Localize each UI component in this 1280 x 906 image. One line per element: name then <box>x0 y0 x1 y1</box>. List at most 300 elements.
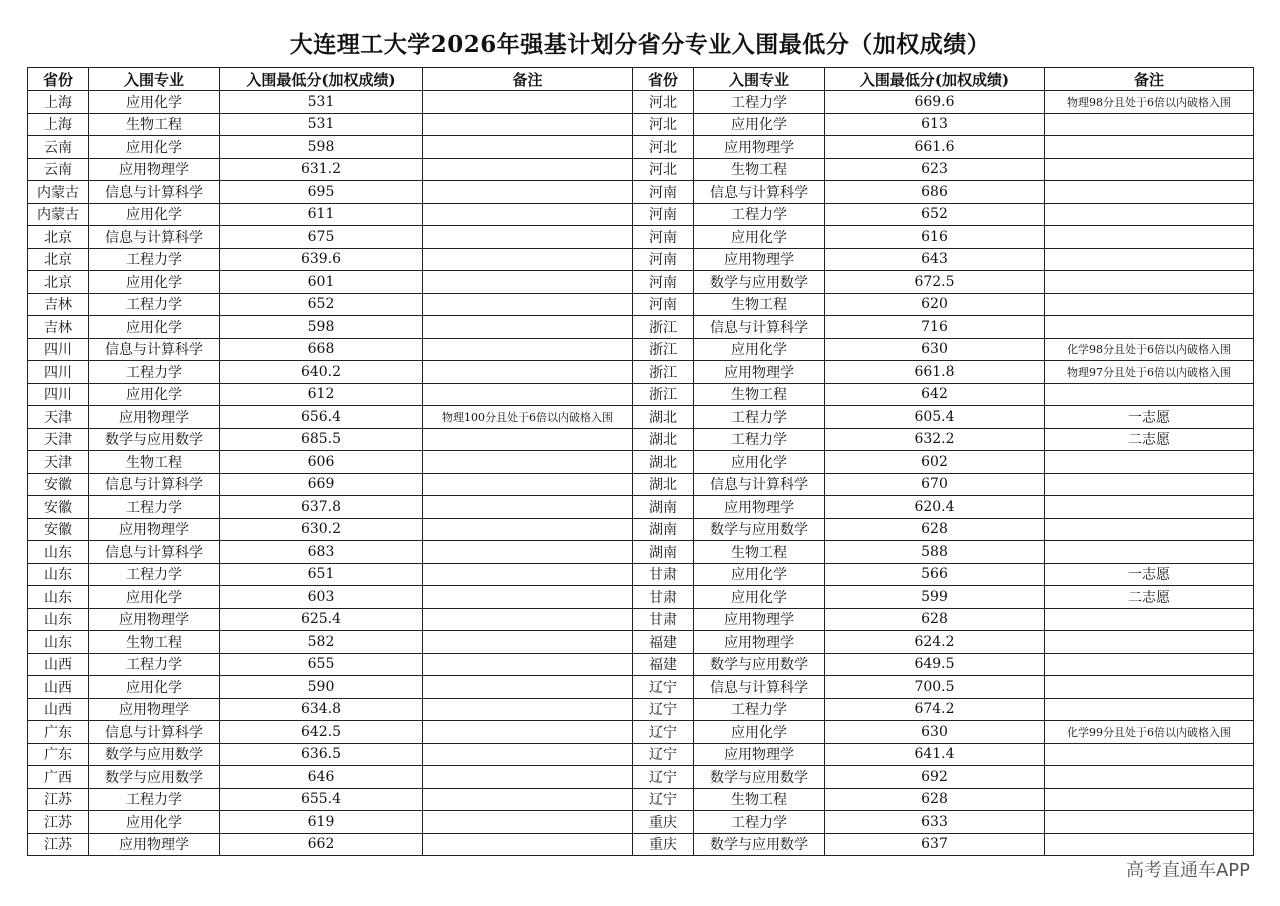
cell-province: 重庆 <box>633 833 694 856</box>
cell-score: 652 <box>825 203 1045 226</box>
cell-major: 应用化学 <box>694 113 825 136</box>
cell-major: 应用物理学 <box>694 248 825 271</box>
cell-major: 信息与计算科学 <box>89 338 220 361</box>
cell-score: 598 <box>220 316 423 339</box>
cell-province: 安徽 <box>28 473 89 496</box>
cell-note <box>423 338 633 361</box>
cell-note <box>423 361 633 384</box>
cell-note <box>423 113 633 136</box>
cell-score: 683 <box>220 541 423 564</box>
cell-score: 628 <box>825 788 1045 811</box>
cell-score: 669.6 <box>825 91 1045 114</box>
cell-province: 江苏 <box>28 833 89 856</box>
table-body <box>28 91 1254 856</box>
cell-province: 河南 <box>633 181 694 204</box>
cell-score: 611 <box>220 203 423 226</box>
cell-score: 639.6 <box>220 248 423 271</box>
cell-note <box>1045 631 1254 654</box>
cell-note <box>423 833 633 856</box>
cell-note <box>1045 608 1254 631</box>
cell-province: 甘肃 <box>633 563 694 586</box>
cell-province: 安徽 <box>28 496 89 519</box>
cell-province: 江苏 <box>28 811 89 834</box>
cell-note <box>1045 113 1254 136</box>
cell-province: 北京 <box>28 271 89 294</box>
cell-major: 应用物理学 <box>694 361 825 384</box>
cell-score: 716 <box>825 316 1045 339</box>
cell-province: 湖南 <box>633 541 694 564</box>
cell-major: 应用化学 <box>694 226 825 249</box>
table-row <box>28 563 1254 586</box>
cell-province: 四川 <box>28 383 89 406</box>
cell-score: 652 <box>220 293 423 316</box>
cell-province: 北京 <box>28 226 89 249</box>
cell-score: 605.4 <box>825 406 1045 429</box>
cell-major: 生物工程 <box>694 158 825 181</box>
cell-major: 应用物理学 <box>89 158 220 181</box>
cell-province: 山西 <box>28 676 89 699</box>
cell-province: 北京 <box>28 248 89 271</box>
cell-province: 云南 <box>28 136 89 159</box>
cell-score: 674.2 <box>825 698 1045 721</box>
cell-province: 辽宁 <box>633 721 694 744</box>
cell-note <box>1045 271 1254 294</box>
cell-note <box>1045 473 1254 496</box>
cell-major: 数学与应用数学 <box>694 833 825 856</box>
cell-note <box>1045 451 1254 474</box>
cell-note <box>1045 788 1254 811</box>
table-header <box>28 68 1254 91</box>
cell-note <box>423 811 633 834</box>
cell-province: 广东 <box>28 743 89 766</box>
cell-province: 河南 <box>633 203 694 226</box>
cell-note: 物理100分且处于6倍以内破格入围 <box>423 406 633 429</box>
cell-score: 669 <box>220 473 423 496</box>
cell-major: 数学与应用数学 <box>694 766 825 789</box>
cell-province: 福建 <box>633 653 694 676</box>
cell-note <box>1045 833 1254 856</box>
cell-province: 浙江 <box>633 383 694 406</box>
cell-major: 数学与应用数学 <box>89 766 220 789</box>
cell-major: 工程力学 <box>694 811 825 834</box>
cell-major: 工程力学 <box>89 788 220 811</box>
cell-province: 河北 <box>633 158 694 181</box>
cell-major: 应用化学 <box>694 586 825 609</box>
cell-score: 637.8 <box>220 496 423 519</box>
cell-province: 江苏 <box>28 788 89 811</box>
cell-score: 630 <box>825 721 1045 744</box>
cell-major: 生物工程 <box>694 788 825 811</box>
cell-major: 工程力学 <box>89 293 220 316</box>
cell-province: 河北 <box>633 113 694 136</box>
cell-note: 化学98分且处于6倍以内破格入围 <box>1045 338 1254 361</box>
cell-province: 甘肃 <box>633 586 694 609</box>
cell-score: 640.2 <box>220 361 423 384</box>
cell-score: 675 <box>220 226 423 249</box>
cell-note: 二志愿 <box>1045 428 1254 451</box>
table-row <box>28 631 1254 654</box>
cell-score: 632.2 <box>825 428 1045 451</box>
table-row <box>28 383 1254 406</box>
cell-major: 应用物理学 <box>694 631 825 654</box>
cell-major: 应用化学 <box>694 563 825 586</box>
cell-major: 应用化学 <box>89 136 220 159</box>
table-row <box>28 113 1254 136</box>
cell-province: 上海 <box>28 113 89 136</box>
cell-province: 浙江 <box>633 338 694 361</box>
cell-note <box>1045 811 1254 834</box>
cell-province: 河南 <box>633 293 694 316</box>
cell-note <box>423 226 633 249</box>
page-title: 大连理工大学2026年强基计划分省分专业入围最低分（加权成绩） <box>289 31 991 58</box>
cell-score: 628 <box>825 608 1045 631</box>
cell-province: 四川 <box>28 338 89 361</box>
cell-province: 广西 <box>28 766 89 789</box>
cell-score: 631.2 <box>220 158 423 181</box>
cell-score: 531 <box>220 91 423 114</box>
cell-province: 天津 <box>28 406 89 429</box>
cell-score: 646 <box>220 766 423 789</box>
cell-note <box>423 563 633 586</box>
header-note: 备注 <box>423 68 633 91</box>
cell-score: 620 <box>825 293 1045 316</box>
cell-province: 辽宁 <box>633 698 694 721</box>
table-row <box>28 271 1254 294</box>
cell-province: 辽宁 <box>633 743 694 766</box>
table-row <box>28 293 1254 316</box>
cell-score: 582 <box>220 631 423 654</box>
table-row <box>28 338 1254 361</box>
cell-province: 内蒙古 <box>28 203 89 226</box>
cell-province: 河北 <box>633 91 694 114</box>
cell-note <box>1045 226 1254 249</box>
cell-score: 662 <box>220 833 423 856</box>
header-score: 入围最低分(加权成绩) <box>825 68 1045 91</box>
cell-major: 工程力学 <box>694 428 825 451</box>
header-province: 省份 <box>28 68 89 91</box>
cell-score: 606 <box>220 451 423 474</box>
cell-major: 应用化学 <box>694 338 825 361</box>
table-row <box>28 676 1254 699</box>
cell-province: 内蒙古 <box>28 181 89 204</box>
cell-major: 工程力学 <box>89 653 220 676</box>
cell-major: 应用物理学 <box>694 136 825 159</box>
cell-score: 670 <box>825 473 1045 496</box>
cell-score: 623 <box>825 158 1045 181</box>
cell-province: 吉林 <box>28 316 89 339</box>
table-row <box>28 586 1254 609</box>
cell-major: 工程力学 <box>89 563 220 586</box>
cell-major: 应用化学 <box>694 721 825 744</box>
table-row <box>28 541 1254 564</box>
cell-score: 628 <box>825 518 1045 541</box>
cell-note <box>423 496 633 519</box>
cell-province: 上海 <box>28 91 89 114</box>
cell-score: 642 <box>825 383 1045 406</box>
table-row <box>28 608 1254 631</box>
cell-note <box>1045 496 1254 519</box>
watermark: 高考直通车APP <box>1125 860 1250 881</box>
cell-major: 应用化学 <box>89 586 220 609</box>
cell-note <box>1045 518 1254 541</box>
cell-province: 山西 <box>28 698 89 721</box>
cell-score: 685.5 <box>220 428 423 451</box>
cell-score: 695 <box>220 181 423 204</box>
table-row <box>28 451 1254 474</box>
cell-score: 656.4 <box>220 406 423 429</box>
cell-major: 信息与计算科学 <box>89 181 220 204</box>
cell-score: 599 <box>825 586 1045 609</box>
cell-major: 数学与应用数学 <box>694 653 825 676</box>
cell-major: 应用物理学 <box>89 406 220 429</box>
cell-major: 工程力学 <box>694 698 825 721</box>
cell-major: 数学与应用数学 <box>89 428 220 451</box>
table-row <box>28 361 1254 384</box>
cell-score: 692 <box>825 766 1045 789</box>
cell-note <box>1045 248 1254 271</box>
cell-major: 应用化学 <box>89 383 220 406</box>
header-province: 省份 <box>633 68 694 91</box>
cell-note <box>423 653 633 676</box>
cell-province: 浙江 <box>633 316 694 339</box>
cell-major: 生物工程 <box>694 383 825 406</box>
cell-province: 河南 <box>633 248 694 271</box>
table-row <box>28 181 1254 204</box>
cell-major: 信息与计算科学 <box>89 541 220 564</box>
cell-score: 620.4 <box>825 496 1045 519</box>
cell-major: 应用化学 <box>89 316 220 339</box>
cell-score: 642.5 <box>220 721 423 744</box>
cell-major: 应用化学 <box>89 271 220 294</box>
cell-major: 应用化学 <box>89 91 220 114</box>
cell-note <box>423 248 633 271</box>
cell-major: 应用化学 <box>89 811 220 834</box>
cell-province: 湖北 <box>633 428 694 451</box>
cell-score: 624.2 <box>825 631 1045 654</box>
cell-score: 619 <box>220 811 423 834</box>
cell-major: 生物工程 <box>694 293 825 316</box>
cell-province: 辽宁 <box>633 788 694 811</box>
cell-note <box>1045 541 1254 564</box>
cell-note <box>1045 653 1254 676</box>
cell-score: 661.6 <box>825 136 1045 159</box>
cell-major: 应用物理学 <box>89 518 220 541</box>
header-major: 入围专业 <box>89 68 220 91</box>
cell-province: 浙江 <box>633 361 694 384</box>
cell-score: 672.5 <box>825 271 1045 294</box>
cell-score: 641.4 <box>825 743 1045 766</box>
cell-score: 590 <box>220 676 423 699</box>
table-row <box>28 518 1254 541</box>
table-row <box>28 833 1254 856</box>
cell-province: 湖北 <box>633 406 694 429</box>
cell-major: 工程力学 <box>89 496 220 519</box>
cell-score: 612 <box>220 383 423 406</box>
cell-major: 数学与应用数学 <box>89 743 220 766</box>
cell-note <box>423 271 633 294</box>
cell-score: 649.5 <box>825 653 1045 676</box>
cell-major: 信息与计算科学 <box>694 473 825 496</box>
cell-province: 湖北 <box>633 473 694 496</box>
cell-score: 700.5 <box>825 676 1045 699</box>
cell-score: 630.2 <box>220 518 423 541</box>
cell-province: 河南 <box>633 271 694 294</box>
cell-note <box>423 383 633 406</box>
cell-major: 信息与计算科学 <box>694 316 825 339</box>
header-major: 入围专业 <box>694 68 825 91</box>
cell-major: 生物工程 <box>694 541 825 564</box>
table-row <box>28 406 1254 429</box>
cell-major: 应用物理学 <box>694 608 825 631</box>
cell-note <box>1045 181 1254 204</box>
cell-score: 588 <box>825 541 1045 564</box>
cell-major: 工程力学 <box>89 361 220 384</box>
cell-note <box>423 203 633 226</box>
cell-province: 四川 <box>28 361 89 384</box>
table-row <box>28 316 1254 339</box>
cell-score: 661.8 <box>825 361 1045 384</box>
cell-note <box>1045 293 1254 316</box>
cell-province: 河北 <box>633 136 694 159</box>
score-table <box>27 67 1254 856</box>
cell-major: 应用物理学 <box>89 833 220 856</box>
cell-note <box>1045 676 1254 699</box>
cell-score: 616 <box>825 226 1045 249</box>
cell-major: 信息与计算科学 <box>89 473 220 496</box>
cell-score: 668 <box>220 338 423 361</box>
cell-note <box>423 316 633 339</box>
cell-note <box>423 428 633 451</box>
cell-major: 信息与计算科学 <box>89 721 220 744</box>
cell-major: 数学与应用数学 <box>694 518 825 541</box>
table-row <box>28 496 1254 519</box>
cell-note <box>423 136 633 159</box>
cell-note <box>1045 383 1254 406</box>
cell-major: 信息与计算科学 <box>89 226 220 249</box>
cell-province: 甘肃 <box>633 608 694 631</box>
cell-score: 601 <box>220 271 423 294</box>
cell-note <box>423 788 633 811</box>
cell-major: 工程力学 <box>694 91 825 114</box>
cell-score: 613 <box>825 113 1045 136</box>
cell-note <box>423 293 633 316</box>
cell-note <box>423 473 633 496</box>
cell-note <box>1045 136 1254 159</box>
cell-score: 633 <box>825 811 1045 834</box>
cell-province: 重庆 <box>633 811 694 834</box>
cell-note <box>423 518 633 541</box>
table-row <box>28 698 1254 721</box>
header-score: 入围最低分(加权成绩) <box>220 68 423 91</box>
cell-note <box>423 631 633 654</box>
cell-score: 643 <box>825 248 1045 271</box>
cell-major: 应用化学 <box>89 676 220 699</box>
table-row <box>28 653 1254 676</box>
cell-major: 生物工程 <box>89 631 220 654</box>
cell-note <box>1045 316 1254 339</box>
cell-note <box>423 766 633 789</box>
cell-major: 生物工程 <box>89 451 220 474</box>
cell-province: 湖南 <box>633 518 694 541</box>
table-row <box>28 91 1254 114</box>
cell-major: 信息与计算科学 <box>694 181 825 204</box>
table-row <box>28 743 1254 766</box>
cell-score: 603 <box>220 586 423 609</box>
table-row <box>28 226 1254 249</box>
cell-note <box>1045 203 1254 226</box>
cell-major: 应用物理学 <box>89 698 220 721</box>
cell-note <box>423 743 633 766</box>
cell-major: 生物工程 <box>89 113 220 136</box>
cell-note <box>423 181 633 204</box>
cell-province: 安徽 <box>28 518 89 541</box>
table-row <box>28 811 1254 834</box>
cell-major: 应用物理学 <box>694 743 825 766</box>
cell-province: 山东 <box>28 608 89 631</box>
cell-province: 吉林 <box>28 293 89 316</box>
cell-note <box>1045 698 1254 721</box>
cell-score: 566 <box>825 563 1045 586</box>
table-row <box>28 248 1254 271</box>
cell-province: 山西 <box>28 653 89 676</box>
cell-score: 634.8 <box>220 698 423 721</box>
cell-note <box>1045 158 1254 181</box>
cell-score: 655 <box>220 653 423 676</box>
table-row <box>28 473 1254 496</box>
cell-province: 辽宁 <box>633 766 694 789</box>
cell-score: 636.5 <box>220 743 423 766</box>
cell-province: 天津 <box>28 451 89 474</box>
table-row <box>28 721 1254 744</box>
cell-score: 637 <box>825 833 1045 856</box>
cell-province: 湖北 <box>633 451 694 474</box>
cell-province: 辽宁 <box>633 676 694 699</box>
cell-note: 一志愿 <box>1045 563 1254 586</box>
table-row <box>28 428 1254 451</box>
cell-note: 物理98分且处于6倍以内破格入围 <box>1045 91 1254 114</box>
cell-note <box>423 721 633 744</box>
cell-note <box>423 608 633 631</box>
cell-note: 二志愿 <box>1045 586 1254 609</box>
cell-note <box>1045 766 1254 789</box>
cell-province: 河南 <box>633 226 694 249</box>
cell-score: 598 <box>220 136 423 159</box>
cell-province: 山东 <box>28 586 89 609</box>
table-row <box>28 203 1254 226</box>
cell-province: 福建 <box>633 631 694 654</box>
cell-note <box>423 91 633 114</box>
cell-note: 物理97分且处于6倍以内破格入围 <box>1045 361 1254 384</box>
cell-score: 655.4 <box>220 788 423 811</box>
cell-note <box>423 541 633 564</box>
cell-note <box>423 676 633 699</box>
cell-major: 信息与计算科学 <box>694 676 825 699</box>
cell-province: 山东 <box>28 541 89 564</box>
cell-major: 工程力学 <box>694 203 825 226</box>
cell-major: 应用物理学 <box>89 608 220 631</box>
cell-note <box>423 158 633 181</box>
cell-major: 应用物理学 <box>694 496 825 519</box>
header-note: 备注 <box>1045 68 1254 91</box>
cell-province: 广东 <box>28 721 89 744</box>
table-row <box>28 136 1254 159</box>
cell-note <box>423 451 633 474</box>
cell-note: 化学99分且处于6倍以内破格入围 <box>1045 721 1254 744</box>
cell-score: 686 <box>825 181 1045 204</box>
cell-note <box>1045 743 1254 766</box>
cell-major: 工程力学 <box>89 248 220 271</box>
cell-province: 天津 <box>28 428 89 451</box>
